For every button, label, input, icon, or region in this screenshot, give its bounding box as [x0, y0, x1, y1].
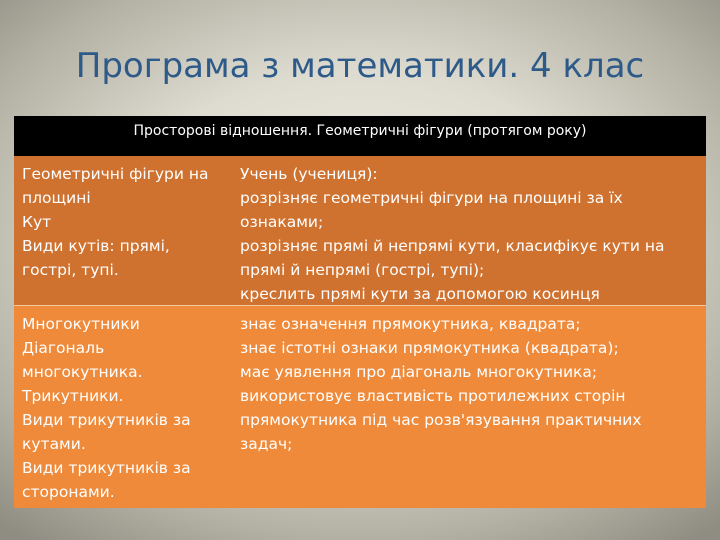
topic-cell — [22, 162, 222, 282]
curriculum-table — [14, 116, 706, 508]
topic-line: Кут — [22, 213, 52, 231]
topic-line: площині — [22, 189, 91, 207]
topic-line: Трикутники. — [22, 387, 124, 405]
topic-line: Многокутники — [22, 315, 140, 333]
topic-line: Види трикутників за — [22, 459, 191, 477]
topic-line: Геометричні фігури на — [22, 165, 209, 183]
outcome-line: знає означення прямокутника, квадрата; — [240, 315, 581, 333]
outcomes-cell — [240, 312, 702, 456]
outcome-line: розрізняє прямі й непрямі кути, класифікує кути на — [240, 237, 665, 255]
topic-line: гострі, тупі. — [22, 261, 119, 279]
topic-cell — [22, 312, 222, 504]
topic-line: кутами. — [22, 435, 86, 453]
topic-line: сторонами. — [22, 483, 115, 501]
outcome-line: Учень (учениця): — [240, 165, 378, 183]
outcomes-cell — [240, 162, 702, 306]
table-row — [14, 306, 706, 508]
outcome-line: креслить прямі кути за допомогою косинця — [240, 285, 600, 303]
outcome-line: використовує властивість протилежних сторін — [240, 387, 626, 405]
outcome-line: задач; — [240, 435, 293, 453]
topic-line: многокутника. — [22, 363, 143, 381]
outcome-line: знає істотні ознаки прямокутника (квадрата); — [240, 339, 619, 357]
table-header: Просторові відношення. Геометричні фігури (протягом року) — [14, 116, 706, 156]
outcome-line: має уявлення про діагональ многокутника; — [240, 363, 598, 381]
outcome-line: ознаками; — [240, 213, 324, 231]
outcome-line: прямі й непрямі (гострі, тупі); — [240, 261, 485, 279]
topic-line: Види кутів: прямі, — [22, 237, 170, 255]
slide-title: Програма з математики. 4 клас — [75, 46, 645, 86]
topic-line: Діагональ — [22, 339, 105, 357]
topic-line: Види трикутників за — [22, 411, 191, 429]
table-row — [14, 156, 706, 306]
outcome-line: прямокутника під час розв'язування практичних — [240, 411, 642, 429]
outcome-line: розрізняє геометричні фігури на площині за їх — [240, 189, 623, 207]
